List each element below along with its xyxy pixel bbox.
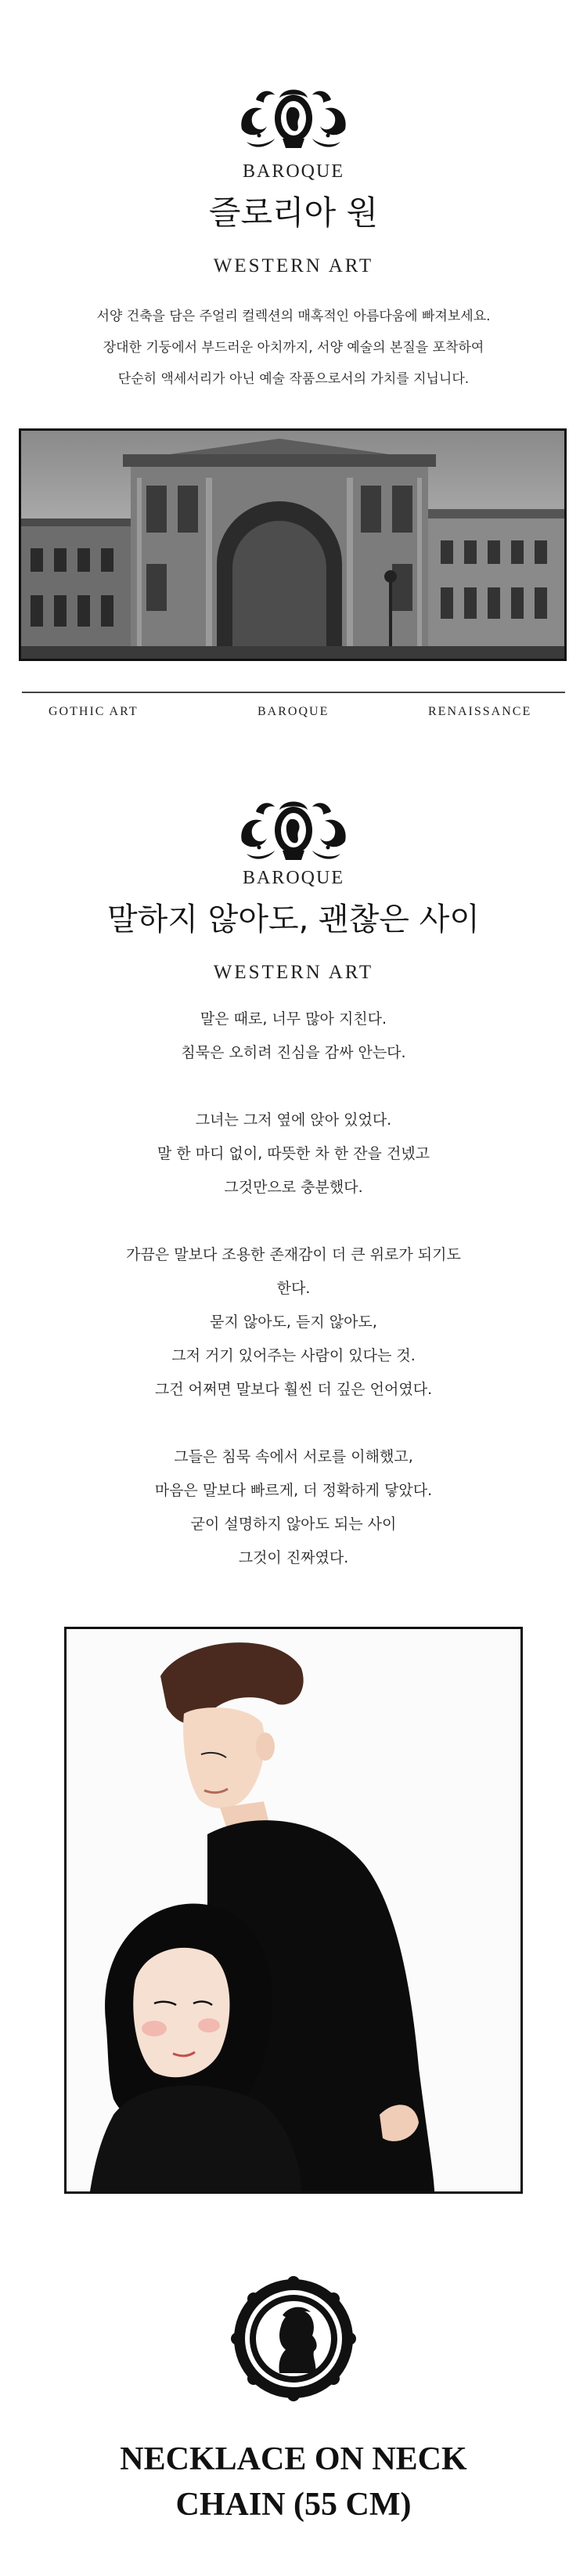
section2-title: 말하지 않아도, 괜찮은 사이	[107, 901, 480, 938]
poem-line: 묻지 않아도, 듣지 않아도,	[210, 1313, 377, 1331]
product-title-line1: NECKLACE ON NECK	[120, 2441, 467, 2477]
cameo-medallion-icon	[231, 2276, 356, 2401]
poem-line: 굳이 설명하지 않아도 되는 사이	[190, 1516, 397, 1533]
nav-renaissance[interactable]: RENAISSANCE	[428, 705, 532, 718]
section2-subtitle: WESTERN ART	[213, 962, 374, 983]
poem-line: 가끔은 말보다 조용한 존재감이 더 큰 위로가 되기도	[126, 1246, 461, 1263]
divider	[22, 692, 565, 693]
section1-description	[0, 301, 587, 395]
poem-text	[0, 1003, 587, 1575]
poem-line: 그녀는 그저 옆에 앉아 있었다.	[195, 1111, 392, 1129]
baroque-crest-icon	[236, 793, 351, 865]
nav-baroque[interactable]: BAROQUE	[257, 705, 330, 718]
description-line: 서양 건축을 담은 주얼리 컬렉션의 매혹적인 아름다움에 빠져보세요.	[96, 309, 491, 324]
poem-line	[0, 1205, 587, 1238]
poem-line: 한다.	[276, 1280, 311, 1297]
architecture-photo	[19, 428, 567, 661]
section1-title: 즐로리아 원	[208, 193, 379, 232]
poem-line	[0, 1407, 587, 1440]
poem-line: 침묵은 오히려 진심을 감싸 안는다.	[181, 1044, 406, 1061]
poem-line: 그것이 진짜였다.	[238, 1549, 349, 1566]
poem-line: 그건 어쩌면 말보다 훨씬 더 깊은 언어였다.	[154, 1381, 433, 1398]
nav-gothic-art[interactable]: GOTHIC ART	[49, 705, 139, 718]
couple-illustration	[64, 1627, 523, 2194]
section1-subtitle: WESTERN ART	[213, 255, 374, 276]
description-line: 단순히 액세서리가 아닌 예술 작품으로서의 가치를 지닙니다.	[117, 371, 470, 387]
section2-brand: BAROQUE	[242, 868, 344, 888]
description-line: 장대한 기둥에서 부드러운 아치까지, 서양 예술의 본질을 포착하여	[103, 340, 484, 356]
category-nav	[0, 705, 587, 728]
product-title-line2: CHAIN (55 CM)	[175, 2487, 412, 2523]
section1-brand: BAROQUE	[242, 161, 344, 182]
poem-line: 그저 거기 있어주는 사람이 있다는 것.	[171, 1347, 416, 1364]
poem-line: 말 한 마디 없이, 따뜻한 차 한 잔을 건넸고	[157, 1145, 430, 1162]
baroque-crest-icon	[236, 81, 351, 153]
poem-line	[0, 1070, 587, 1104]
poem-line: 마음은 말보다 빠르게, 더 정확하게 닿았다.	[154, 1482, 433, 1499]
poem-line: 그들은 침묵 속에서 서로를 이해했고,	[174, 1448, 413, 1465]
poem-line: 그것만으로 충분했다.	[224, 1179, 363, 1196]
poem-line: 말은 때로, 너무 많아 지친다.	[200, 1010, 387, 1028]
